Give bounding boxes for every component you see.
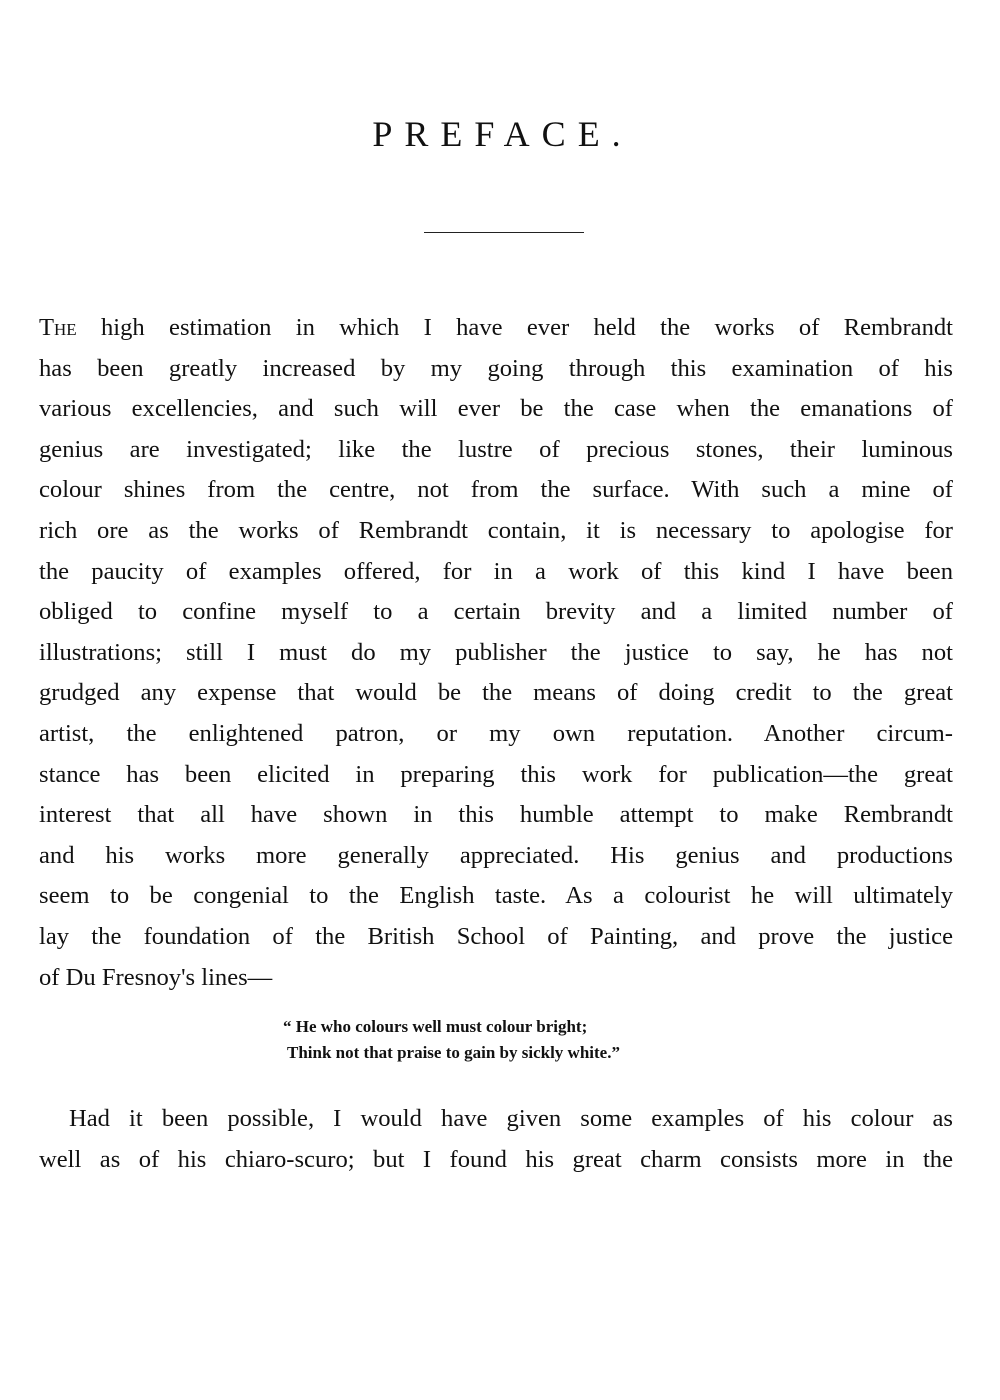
paragraph-line: Had it been possible, I would have given some examples of his colour as (69, 1105, 953, 1132)
paragraph-line: the paucity of examples offered, for in a work of this kind I have been (39, 557, 953, 585)
paragraph-line: and his works more generally appreciated. His genius and productions (39, 841, 953, 869)
quote-line: Think not that praise to gain by sickly white.” (287, 1043, 620, 1062)
paragraph-line (39, 308, 953, 349)
preface-paragraph-2 (39, 1098, 953, 1180)
paragraph-line: rich ore as the works of Rembrandt contain, it is necessary to apologise for (39, 516, 953, 544)
paragraph-line: illustrations; still I must do my publisher the justice to say, he has not (39, 638, 953, 666)
paragraph-line: seem to be congenial to the English taste. As a colourist he will ultimately (39, 882, 953, 910)
paragraph-line: interest that all have shown in this humble attempt to make Rembrandt (39, 801, 953, 829)
quote-line: “ He who colours well must colour bright; (283, 1017, 588, 1036)
paragraph-line: various excellencies, and such will ever be the case when the emanations of (39, 395, 953, 423)
drop-word: The (39, 314, 77, 341)
page-title: PREFACE. (372, 114, 633, 154)
paragraph-line: genius are investigated; like the lustre of precious stones, their luminous (39, 435, 953, 463)
paragraph-line: has been greatly increased by my going through this examination of his (39, 354, 953, 382)
paragraph-line: obliged to confine myself to a certain brevity and a limited number of (39, 598, 953, 626)
paragraph-line: well as of his chiaro-scuro; but I found his great charm consists more in the (39, 1146, 953, 1173)
paragraph-line: colour shines from the centre, not from the surface. With such a mine of (39, 476, 953, 504)
paragraph-line: stance has been elicited in preparing this work for publication—the great (39, 760, 953, 788)
paragraph-line: lay the foundation of the British School of Painting, and prove the justice (39, 922, 953, 950)
paragraph-line: of Du Fresnoy's lines— (39, 963, 273, 991)
verse-quotation (283, 1014, 803, 1066)
paragraph-line: grudged any expense that would be the means of doing credit to the great (39, 679, 953, 707)
paragraph-line: artist, the enlightened patron, or my own reputation. Another circum- (39, 719, 953, 747)
preface-paragraph-1 (39, 308, 953, 998)
title-divider (424, 232, 584, 233)
paragraph-line-text: high estimation in which I have ever held the works of Rembrandt (76, 314, 953, 341)
